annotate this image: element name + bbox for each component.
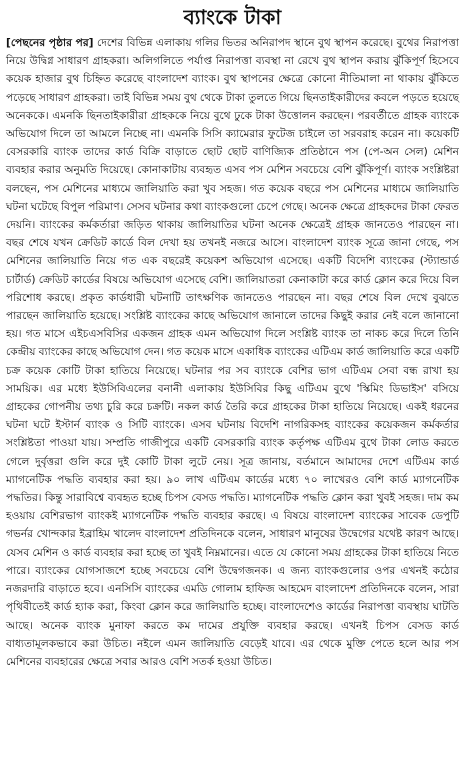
article-headline: ব্যাংকে টাকা bbox=[183, 5, 282, 29]
article-body-paragraph bbox=[6, 34, 459, 671]
article-body-text: দেশের বিভিন্ন এলাকায় গলির ভিতর অনিরাপদ স্থানে বুথ স্থাপন করেছে। বুথের নিরাপত্তা নিয়ে উদ্বিগ্ন সাধারণ গ্রাহকরা। অলিগলিতে পর্যাপ্ত নিরাপত্তা ব্যবস্থা না রেখে বুথ স্থাপন করায় ঝুঁকিপূর্ণ হিসেবে কয়েক হাজার বুথ চিহ্নিত করেছে বাংলাদেশ ব্যাংক। বুথ স্থাপনের ক্ষেত্রে কোনো নীতিমালা না থাকায় ঝুঁকিতে পড়েছে সাধারণ গ্রাহকরা। তাই বিভিন্ন সময় বুথ থেকে টাকা তুলতে গিয়ে ছিনতাইকারীদের কবলে পড়তে হয়েছে অনেককে। এমনকি ছিনতাইকারীরা গ্রাহককে নিয়ে বুথে ঢুকে টাকা উত্তোলন করছেন। পরবর্তীতে গ্রাহক ব্যাংকে অভিযোগ দিলে তা আমলে নিচ্ছে না। এমনকি সিসি ক্যামেরার ফুটেজ চাইলে তা সরবরাহ করেন না। কয়েকটি বেসরকারি ব্যাংক তাদের কার্ড বিক্রি বাড়াতে ছোট ছোট বাণিজ্যিক প্রতিষ্ঠানে পস (পে-অন সেল) মেশিন ব্যবহার করার অনুমতি দিয়েছে। কোনাকাটায় ব্যবহৃত এসব পস মেশিন সবচেয়ে বেশি ঝুঁকিপূর্ণ। ব্যাংক সংশ্লিষ্টরা বলছেন, পস মেশিনের মাধ্যমে জালিয়াতি করা খুব সহজ। গত কয়েক বছরে পস মেশিনের মাধ্যমে জালিয়াতি ঘটনা ঘটেছে বিপুল পরিমাণ। সেসব ঘটনার কথা ব্যাংকগুলো চেপে গেছে। অনেক ক্ষেত্রে গ্রাহকদের টাকা ফেরত দেয়নি। ব্যাংকের কর্মকর্তারা জড়িত থাকায় জালিয়াতির ঘটনা অনেক ক্ষেত্রেই গ্রাহক জানতেও পারছেন না। বছর শেষে যখন ক্রেডিট কার্ডে বিল দেখা হয় তখনই নজরে আসে। বাংলাদেশ ব্যাংক সূত্রে জানা গেছে, পস মেশিনের জালিয়াতি নিয়ে গত এক বছরেই কয়েকশ অভিযোগ এসেছে। একটি বিদেশি ব্যাংকের (স্ট্যান্ডার্ড চার্টার্ড) ক্রেডিট কার্ডের বিষয়ে অভিযোগ এসেছে বেশি। জালিয়াতরা কেনাকাটা করে কার্ড ক্লোন করে দিয়ে বিল পরিশোধ করছে। প্রকৃত কার্ডধারী ঘটনাটি তাৎক্ষণিক জানতেও পারছেন না। বছর শেষে বিল দেখে বুঝতে পারছেন জালিয়াতি হয়েছে। সংশ্লিষ্ট ব্যাংকের কাছে অভিযোগ জানালে তাদের কিছুই করার নেই বলে জানানো হয়। গত মাসে এইচএসবিসির একজন গ্রাহক এমন অভিযোগ দিলে সংশ্লিষ্ট ব্যাংক তা নাকচ করে দিলে তিনি কেন্দ্রীয় ব্যাংকের কাছে অভিযোগ দেন। গত কয়েক মাসে একাধিক ব্যাংকের এটিএম কার্ড জালিয়াতি করে একটি চক্র কয়েক কোটি টাকা হাতিয়ে নিয়েছে। ঘটনার পর সব ব্যাংকে বেশির ভাগ এটিএম সেবা বন্ধ রাখা হয় সাময়িক। এর মধ্যে ইউসিবিএলের বনানী এলাকায় ইউসিবির কিছু এটিএম বুথে 'স্কিমিং ডিভাইস' বসিয়ে গ্রাহকের গোপনীয় তথ্য চুরি করে চক্রটি। নকল কার্ড তৈরি করে গ্রাহকের টাকা হাতিয়ে নিয়েছে। একই ধরনের ঘটনা ঘটে ইস্টার্ন ব্যাংক ও সিটি ব্যাংকে। এসব ঘটনায় বিদেশি নাগরিকসহ ব্যাংকের কয়েকজন কর্মকর্তার সংশ্লিষ্টতা পাওয়া যায়। সম্প্রতি গাজীপুরে একটি বেসরকারি ব্যাংক কর্তৃপক্ষ এটিএম বুথে টাকা লোড করতে গেলে দুর্বৃত্তরা গুলি করে দুই কোটি টাকা লুটে নেয়। সূত্র জানায়, বর্তমানে আমাদের দেশে এটিএম কার্ড ম্যাগনেটিক পদ্ধতি ব্যবহার করা হয়। ৯০ লাখ এটিএম কার্ডের মধ্যে ৭০ লাখেরও বেশি কার্ড ম্যাগনেটিক পদ্ধতির। কিন্তু সারাবিশ্বে ব্যবহৃত হচ্ছে চিপস বেসড পদ্ধতি। ম্যাগনেটিক পদ্ধতি ক্লোন করা খুবই সহজ। দাম কম হওয়ায় বেশিরভাগ ব্যাংকই ম্যাগনেটিক পদ্ধতি ব্যবহার করছে। এ বিষয়ে বাংলাদেশ ব্যাংকের সাবেক ডেপুটি গভর্নর খোন্দকার ইব্রাহিম খালেদ বাংলাদেশ প্রতিদিনকে বলেন, সাধারণ মানুষের উদ্বেগের যথেষ্ট কারণ আছে। যেসব মেশিন ও কার্ড ব্যবহার করা হচ্ছে তা খুবই নিম্নমানের। এতে যে কোনো সময় গ্রাহকের টাকা হাতিয়ে নিতে পারে। ব্যাংকের যোগসাজশে হচ্ছে সবচেয়ে বেশি উদ্বেগজনক। এ জন্য ব্যাংকগুলোর ওপর এখনই কঠোর নজরদারি বাড়াতে হবে। এনসিসি ব্যাংকের এমডি গোলাম হাফিজ আহমেদ বাংলাদেশ প্রতিদিনকে বলেন, সারা পৃথিবীতেই কার্ড হ্যাক করা, কিংবা ক্লোন করে জালিয়াতি হচ্ছে। বাংলাদেশেও কার্ডের নিরাপত্তা ব্যবস্থায় ঘাটতি আছে। অনেক ব্যাংক মুনাফা করতে কম দামের প্রযুক্তি ব্যবহার করছে। এখনই চিপস বেসড কার্ড বাধ্যতামূলকভাবে করা উচিত। নইলে এমন জালিয়াতি বেড়েই যাবে। এর থেকে মুক্তি পেতে হলে আর পস মেশিনের ব্যবহারের ক্ষেত্রে সবার আরও বেশি সতর্ক হওয়া উচিত। bbox=[6, 37, 459, 668]
news-clipping bbox=[0, 4, 465, 760]
continued-from-back-page-label: [পেছনের পৃষ্ঠার পর] bbox=[6, 37, 94, 49]
